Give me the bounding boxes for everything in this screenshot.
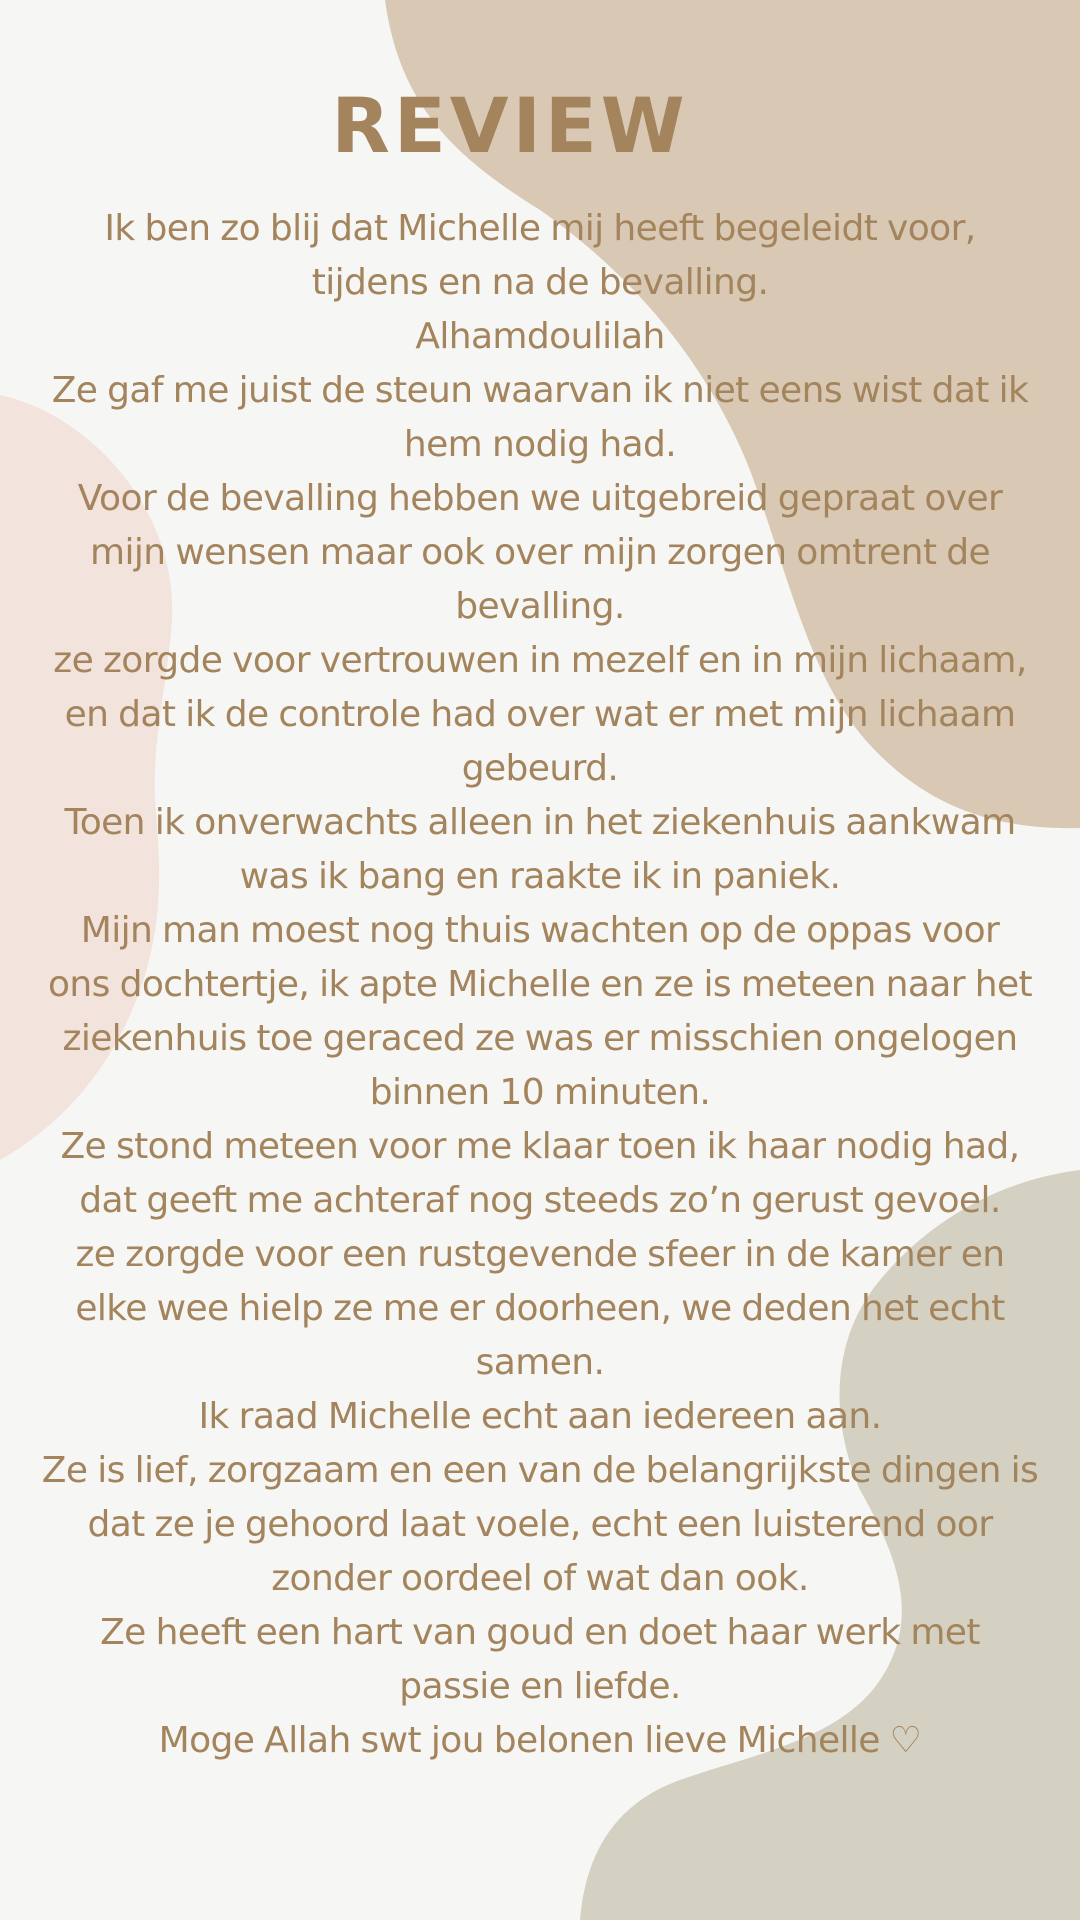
review-line: ze zorgde voor een rustgevende sfeer in de kamer en	[75, 1234, 1005, 1275]
review-line: en dat ik de controle had over wat er met mijn lichaam	[64, 694, 1016, 735]
review-line: Mijn man moest nog thuis wachten op de oppas voor	[80, 910, 1000, 951]
review-line: Toen ik onverwachts alleen in het ziekenhuis aankwam	[64, 802, 1016, 843]
review-line: ziekenhuis toe geraced ze was er misschien ongelogen	[62, 1018, 1018, 1059]
review-line: Ze heeft een hart van goud en doet haar werk met	[100, 1612, 980, 1653]
review-line: Ik raad Michelle echt aan iedereen aan.	[198, 1396, 882, 1437]
review-line: bevalling.	[455, 586, 625, 627]
review-line: samen.	[475, 1342, 605, 1383]
review-line: was ik bang en raakte ik in paniek.	[239, 856, 841, 897]
review-line: ze zorgde voor vertrouwen in mezelf en in mijn lichaam,	[53, 640, 1027, 681]
review-line: elke wee hielp ze me er doorheen, we deden het echt	[75, 1288, 1005, 1329]
review-line: Alhamdoulilah	[415, 316, 665, 357]
review-line: passie en liefde.	[399, 1666, 681, 1707]
review-line: Ze is lief, zorgzaam en een van de belangrijkste dingen is	[41, 1450, 1039, 1491]
review-title: REVIEW	[331, 81, 689, 170]
review-line: Moge Allah swt jou belonen lieve Michelle ♡	[158, 1720, 922, 1761]
review-line: Ze stond meteen voor me klaar toen ik haar nodig had,	[60, 1126, 1020, 1167]
review-line: dat geeft me achteraf nog steeds zo’n gerust gevoel.	[79, 1180, 1001, 1221]
review-line: hem nodig had.	[403, 424, 677, 465]
review-line: zonder oordeel of wat dan ook.	[271, 1558, 809, 1599]
review-line: Ze gaf me juist de steun waarvan ik niet eens wist dat ik	[51, 370, 1029, 411]
review-line: gebeurd.	[461, 748, 619, 789]
review-line: Voor de bevalling hebben we uitgebreid gepraat over	[77, 478, 1003, 519]
review-line: mijn wensen maar ook over mijn zorgen omtrent de	[89, 532, 991, 573]
review-text	[0, 202, 1080, 1768]
review-line: ons dochtertje, ik apte Michelle en ze is meteen naar het	[47, 964, 1033, 1005]
review-line: tijdens en na de bevalling.	[311, 262, 769, 303]
review-line: Ik ben zo blij dat Michelle mij heeft begeleidt voor,	[104, 208, 976, 249]
review-line: dat ze je gehoord laat voele, echt een luisterend oor	[87, 1504, 993, 1545]
review-line: binnen 10 minuten.	[369, 1072, 711, 1113]
